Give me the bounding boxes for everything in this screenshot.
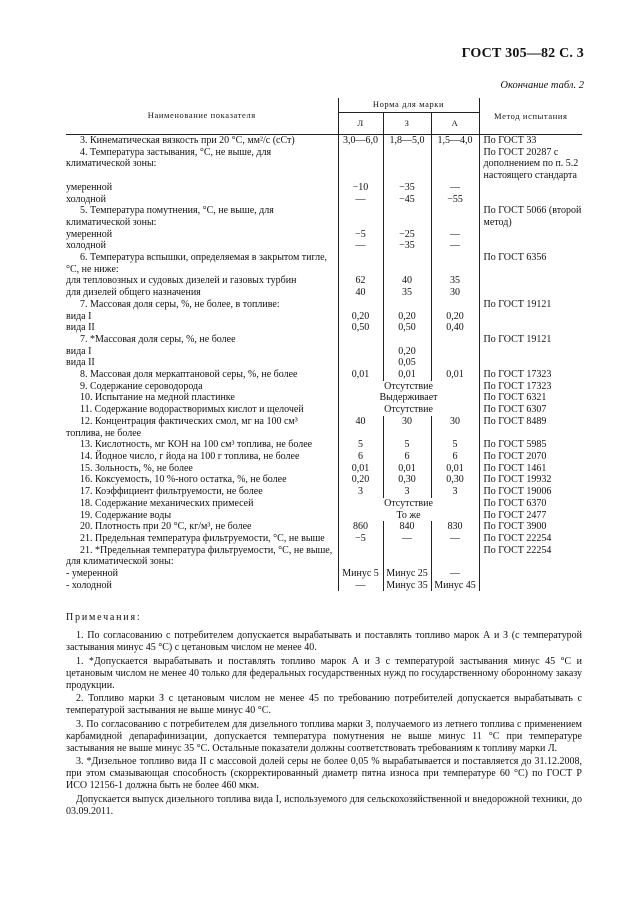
table-row: [66, 369, 582, 381]
table-row: [66, 416, 582, 439]
table-row: [66, 346, 582, 358]
table-row: [66, 311, 582, 323]
row-value-a: —: [431, 533, 479, 545]
table-row: [66, 205, 582, 228]
row-method: По ГОСТ 19006: [483, 486, 552, 498]
row-method: [479, 311, 582, 323]
table-row: [66, 392, 582, 404]
table-row: [66, 275, 582, 287]
table-row: [66, 510, 582, 522]
row-name: вида I: [66, 310, 92, 322]
row-value-z: 0,50: [383, 322, 431, 334]
row-value-a: —: [431, 240, 479, 252]
row-value-l: −5: [338, 229, 383, 241]
row-value-z: [383, 545, 431, 568]
row-value-a: 0,20: [431, 311, 479, 323]
row-name: 14. Йодное число, г йода на 100 г топлива, не более: [80, 450, 300, 462]
note-item: 1. По согласованию с потребителем допускается вырабатывать и поставлять топливо марок А и З (с температурой застывания минус 45 °С) с цетановым числом не менее 40.: [66, 630, 582, 653]
row-name: 6. Температура вспышки, определяемая в закрытом тигле, °С, не ниже:: [66, 252, 328, 275]
row-value-l: 0,20: [338, 474, 383, 486]
table-row: [66, 381, 582, 393]
row-value-z: Минус 35: [383, 580, 431, 592]
table-continuation-label: Окончание табл. 2: [500, 80, 584, 91]
row-method: По ГОСТ 1461: [483, 462, 547, 474]
table-row: [66, 533, 582, 545]
row-value-z: 0,05: [383, 357, 431, 369]
row-value-a: 0,01: [431, 463, 479, 475]
row-value-a: 6: [431, 451, 479, 463]
row-method: По ГОСТ 19121: [483, 333, 552, 345]
row-value-l: 40: [338, 416, 383, 439]
note-item: 3. По согласованию с потребителем для дизельного топлива марки З, получаемого из летнего топлива с применением карбамидной депарафинизации, допускается температура помутнения не выше минус 11 °С при температуре застывания не выше минус 35 °С. Остальные показатели должны соответствовать требованиям к топливу марки Л.: [66, 718, 582, 754]
row-name: 7. Массовая доля серы, %, не более, в топливе:: [80, 298, 280, 310]
row-name: умеренной: [66, 228, 113, 240]
row-value-z: 5: [383, 439, 431, 451]
row-value-z: 0,20: [383, 346, 431, 358]
table-row: [66, 182, 582, 194]
row-value-a: [431, 334, 479, 346]
row-value-l: 860: [338, 521, 383, 533]
row-value-l: [338, 346, 383, 358]
row-method: По ГОСТ 2070: [483, 450, 547, 462]
row-name: вида II: [66, 322, 95, 334]
row-value-l: —: [338, 240, 383, 252]
table-row: [66, 240, 582, 252]
row-method: [479, 357, 582, 369]
row-value-z: −35: [383, 182, 431, 194]
row-value-l: −5: [338, 533, 383, 545]
note-item: Допускается выпуск дизельного топлива вида I, используемого для сельскохозяйственной и внедорожной техники, до 03.09.2011.: [66, 793, 582, 817]
row-value-z: [383, 252, 431, 275]
notes-title: Примечания:: [66, 612, 142, 623]
row-method: По ГОСТ 17323: [483, 380, 552, 392]
row-value-a: 0,01: [431, 369, 479, 381]
row-value-a: −55: [431, 194, 479, 206]
row-method: По ГОСТ 17323: [483, 369, 552, 381]
row-value-l: 40: [338, 287, 383, 299]
row-value-a: —: [431, 229, 479, 241]
table-row: [66, 521, 582, 533]
row-value-a: Минус 45: [431, 580, 479, 592]
row-value-all-grades: То же: [338, 510, 479, 522]
row-method: По ГОСТ 33: [483, 135, 537, 146]
row-name: умеренной: [66, 181, 113, 193]
row-value-a: 830: [431, 521, 479, 533]
row-method: По ГОСТ 19932: [483, 474, 552, 486]
row-value-z: −35: [383, 240, 431, 252]
table-row: [66, 147, 582, 182]
row-name: 13. Кислотность, мг КОН на 100 см³ топлива, не более: [80, 439, 313, 451]
row-value-a: [431, 205, 479, 228]
row-value-l: 5: [338, 439, 383, 451]
specifications-table: [66, 98, 582, 591]
row-name: 5. Температура помутнения, °С, не выше, для климатической зоны:: [66, 205, 274, 228]
row-value-all-grades: Отсутствие: [338, 498, 479, 510]
row-name: 11. Содержание водорастворимых кислот и щелочей: [80, 404, 304, 416]
row-name: 19. Содержание воды: [80, 509, 172, 521]
row-method: [479, 194, 582, 206]
table-row: [66, 287, 582, 299]
row-method: [479, 322, 582, 334]
row-method: По ГОСТ 19121: [483, 298, 552, 310]
row-value-l: 62: [338, 275, 383, 287]
note-item: 2. Топливо марки З с цетановым числом не менее 45 по требованию потребителей допускается вырабатывать с температурой застывания не выше минус 40 °С.: [66, 693, 582, 716]
row-name: 16. Коксуемость, 10 %-ного остатка, %, не более: [80, 474, 287, 486]
row-value-z: Минус 25: [383, 568, 431, 580]
row-value-l: 0,50: [338, 322, 383, 334]
row-method: По ГОСТ 22254: [483, 544, 552, 556]
row-value-z: 35: [383, 287, 431, 299]
table-row: [66, 135, 582, 147]
row-value-l: [338, 205, 383, 228]
column-header-norm: Норма для марки: [338, 98, 479, 113]
row-value-z: [383, 334, 431, 346]
row-name: - холодной: [66, 579, 112, 591]
row-name: 12. Концентрация фактических смол, мг на 100 см³ топлива, не более: [66, 415, 298, 439]
row-value-l: [338, 147, 383, 182]
row-name: холодной: [66, 193, 106, 205]
row-value-l: [338, 334, 383, 346]
row-value-z: 0,30: [383, 474, 431, 486]
row-value-l: [338, 252, 383, 275]
row-value-z: 0,20: [383, 311, 431, 323]
table-row: [66, 357, 582, 369]
row-name: вида I: [66, 345, 92, 357]
row-method: По ГОСТ 22254: [483, 532, 552, 544]
row-value-a: 30: [431, 287, 479, 299]
row-value-z: 30: [383, 416, 431, 439]
row-name: для тепловозных и судовых дизелей и газовых турбин: [66, 275, 297, 287]
table-row: [66, 474, 582, 486]
grade-header-a: А: [431, 113, 479, 135]
row-value-all-grades: Отсутствие: [338, 381, 479, 393]
row-value-a: 1,5—4,0: [431, 135, 479, 147]
row-value-a: 0,40: [431, 322, 479, 334]
table-row: [66, 194, 582, 206]
row-method: По ГОСТ 5985: [483, 439, 547, 451]
row-value-a: 3: [431, 486, 479, 498]
row-method: По ГОСТ 3900: [483, 521, 547, 533]
row-value-a: —: [431, 568, 479, 580]
row-name: вида II: [66, 357, 95, 369]
row-value-l: −10: [338, 182, 383, 194]
row-value-z: 6: [383, 451, 431, 463]
table-row: [66, 404, 582, 416]
row-name: 21. *Предельная температура фильтруемости, °С, не выше, для климатической зоны:: [66, 544, 333, 568]
row-method: По ГОСТ 5066 (второй метод): [483, 205, 582, 228]
row-value-z: −25: [383, 229, 431, 241]
row-value-a: [431, 545, 479, 568]
table-row: [66, 451, 582, 463]
note-item: 1. *Допускается вырабатывать и поставлять топливо марок А и З с температурой застывания минус 45 °С и цетановым числом не менее 40 только для федеральных государственных нужд по государственному оборонному заказу продукции.: [66, 655, 582, 691]
row-value-l: 0,01: [338, 369, 383, 381]
table-row: [66, 439, 582, 451]
column-header-name: Наименование показателя: [66, 98, 338, 135]
row-method: По ГОСТ 6370: [483, 497, 547, 509]
table-row: [66, 545, 582, 568]
row-value-z: −45: [383, 194, 431, 206]
row-value-a: 35: [431, 275, 479, 287]
row-method: [479, 182, 582, 194]
row-name: 3. Кинематическая вязкость при 20 °С, мм²/с (сСт): [80, 135, 295, 146]
row-name: 20. Плотность при 20 °С, кг/м³, не более: [80, 521, 252, 533]
row-method: [479, 229, 582, 241]
table-row: [66, 229, 582, 241]
row-method: По ГОСТ 8489: [483, 415, 547, 427]
row-name: 10. Испытание на медной пластинке: [80, 392, 235, 404]
row-value-all-grades: Отсутствие: [338, 404, 479, 416]
row-method: [479, 580, 582, 592]
row-name: 7. *Массовая доля серы, %, не более: [80, 333, 236, 345]
row-name: 17. Коэффициент фильтруемости, не более: [80, 486, 263, 498]
row-value-all-grades: Выдерживает: [338, 392, 479, 404]
notes-section: [66, 612, 582, 819]
row-method: [479, 568, 582, 580]
row-value-a: —: [431, 182, 479, 194]
row-value-a: 0,30: [431, 474, 479, 486]
row-value-l: 0,20: [338, 311, 383, 323]
row-value-a: [431, 299, 479, 311]
row-value-z: 40: [383, 275, 431, 287]
row-name: 4. Температура застывания, °С, не выше, для климатической зоны:: [66, 146, 272, 170]
row-method: По ГОСТ 6356: [483, 252, 547, 264]
row-method: [479, 287, 582, 299]
row-value-z: [383, 205, 431, 228]
row-value-z: 1,8—5,0: [383, 135, 431, 147]
row-value-z: 0,01: [383, 369, 431, 381]
row-name: 15. Зольность, %, не более: [80, 462, 193, 474]
row-value-l: —: [338, 194, 383, 206]
grade-header-l: Л: [338, 113, 383, 135]
row-method: [479, 240, 582, 252]
table-row: [66, 580, 582, 592]
row-value-l: [338, 357, 383, 369]
row-value-a: [431, 252, 479, 275]
row-value-z: 0,01: [383, 463, 431, 475]
row-value-a: [431, 147, 479, 182]
row-value-l: [338, 299, 383, 311]
row-value-a: [431, 346, 479, 358]
row-value-l: 6: [338, 451, 383, 463]
row-name: 9. Содержание сероводорода: [80, 380, 203, 392]
row-value-z: 840: [383, 521, 431, 533]
row-method: По ГОСТ 2477: [483, 509, 547, 521]
row-value-l: —: [338, 580, 383, 592]
row-name: 18. Содержание механических примесей: [80, 497, 254, 509]
row-value-l: 0,01: [338, 463, 383, 475]
table-row: [66, 568, 582, 580]
table-row: [66, 299, 582, 311]
row-method: [479, 275, 582, 287]
row-method: [479, 346, 582, 358]
row-value-z: [383, 147, 431, 182]
row-value-z: 3: [383, 486, 431, 498]
row-method: По ГОСТ 6307: [483, 404, 547, 416]
row-value-a: 30: [431, 416, 479, 439]
row-method: По ГОСТ 6321: [483, 392, 547, 404]
row-value-l: 3: [338, 486, 383, 498]
table-row: [66, 498, 582, 510]
grade-header-z: З: [383, 113, 431, 135]
page-header-title: ГОСТ 305—82 С. 3: [461, 46, 584, 61]
row-name: холодной: [66, 240, 106, 252]
table-row: [66, 486, 582, 498]
row-name: для дизелей общего назначения: [66, 287, 201, 299]
row-value-l: [338, 545, 383, 568]
row-name: 8. Массовая доля меркаптановой серы, %, не более: [80, 369, 298, 381]
row-name: 21. Предельная температура фильтруемости, °С, не выше: [80, 532, 325, 544]
row-value-l: 3,0—6,0: [338, 135, 383, 147]
table-row: [66, 334, 582, 346]
row-value-l: Минус 5: [338, 568, 383, 580]
column-header-method: Метод испытания: [479, 98, 582, 135]
note-item: 3. *Дизельное топливо вида II с массовой долей серы не более 0,05 % вырабатывается и поставляется до 31.12.2008, при этом смазывающая способность (скорректированный диаметр пятна износа при температуре 60 °С) по ГОСТ Р ИСО 12156-1 должна быть не более 460 мкм.: [66, 756, 582, 791]
row-value-z: —: [383, 533, 431, 545]
table-row: [66, 463, 582, 475]
table-row: [66, 252, 582, 275]
row-value-a: 5: [431, 439, 479, 451]
row-method: По ГОСТ 20287 с дополнением по п. 5.2 настоящего стандарта: [483, 146, 579, 182]
table-row: [66, 322, 582, 334]
row-value-a: [431, 357, 479, 369]
row-value-z: [383, 299, 431, 311]
row-name: - умеренной: [66, 568, 118, 580]
